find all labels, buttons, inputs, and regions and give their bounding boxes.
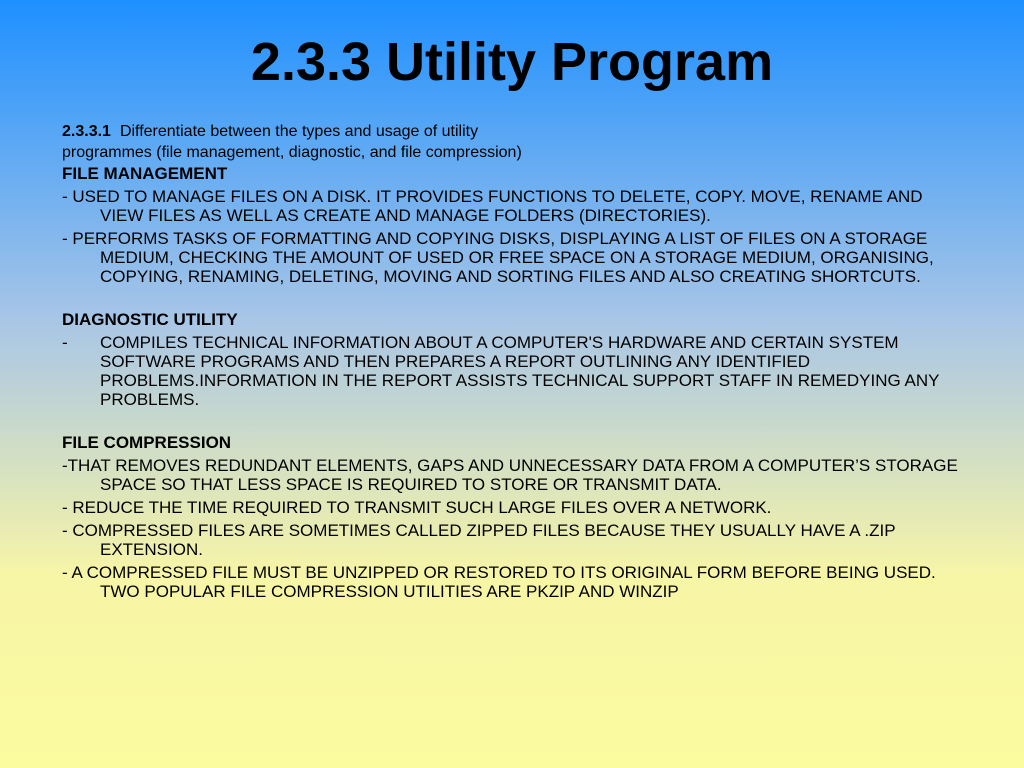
file-compression-point-text: - REDUCE THE TIME REQUIRED TO TRANSMIT SUCH LARGE FILES OVER A NETWORK. [62, 498, 772, 517]
diagnostic-utility-heading: DIAGNOSTIC UTILITY [62, 310, 238, 329]
file-management-heading: FILE MANAGEMENT [62, 164, 228, 183]
file-management-point-text: - PERFORMS TASKS OF FORMATTING AND COPYING DISKS, DISPLAYING A LIST OF FILES ON A STORAGE MEDIUM, CHECKING THE AMOUNT OF USED OR FREE SPACE ON A STORAGE MEDIUM, ORGANISING, COPYING, RENAMING, DELETING, MOVING AND SORTING FILES AND ALSO CREATING SHORTCUTS. [62, 229, 934, 286]
file-management-point-text: - USED TO MANAGE FILES ON A DISK. IT PROVIDES FUNCTIONS TO DELETE, COPY. MOVE, RENAME AND VIEW FILES AS WELL AS CREATE AND MANAGE FOLDERS (DIRECTORIES). [62, 187, 923, 225]
objective-line-1 [62, 122, 967, 141]
file-management-point [62, 229, 967, 286]
bullet-dash: - [62, 333, 68, 352]
file-compression-point-text: - COMPRESSED FILES ARE SOMETIMES CALLED ZIPPED FILES BECAUSE THEY USUALLY HAVE A .ZIP EXTENSION. [62, 521, 896, 559]
slide-title: 2.3.3 Utility Program [250, 32, 774, 92]
diagnostic-utility-point [62, 333, 967, 409]
spacer [62, 290, 967, 308]
file-compression-point [62, 498, 967, 517]
file-compression-heading: FILE COMPRESSION [62, 433, 232, 452]
slide-content [62, 122, 967, 605]
file-management-point [62, 187, 967, 225]
objective-line-2: programmes (file management, diagnostic, and file compression) [62, 144, 522, 161]
file-compression-point [62, 563, 967, 601]
objective-number: 2.3.3.1 [62, 123, 111, 140]
file-compression-point-text: -THAT REMOVES REDUNDANT ELEMENTS, GAPS AND UNNECESSARY DATA FROM A COMPUTER’S STORAGE SPACE SO THAT LESS SPACE IS REQUIRED TO STORE OR TRANSMIT DATA. [62, 456, 958, 494]
spacer [62, 413, 967, 431]
file-compression-point [62, 456, 967, 494]
diagnostic-utility-point-text: COMPILES TECHNICAL INFORMATION ABOUT A COMPUTER'S HARDWARE AND CERTAIN SYSTEM SOFTWARE PROGRAMS AND THEN PREPARES A REPORT OUTLINING ANY IDENTIFIED PROBLEMS.INFORMATION IN THE REPORT ASSISTS TECHNICAL SUPPORT STAFF IN REMEDYING ANY PROBLEMS. [100, 333, 940, 409]
file-compression-point [62, 521, 967, 559]
file-compression-point-text: - A COMPRESSED FILE MUST BE UNZIPPED OR RESTORED TO ITS ORIGINAL FORM BEFORE BEING USED. TWO POPULAR FILE COMPRESSION UTILITIES ARE PKZIP AND WINZIP [62, 563, 936, 601]
objective-text-1: Differentiate between the types and usage of utility [119, 123, 479, 140]
